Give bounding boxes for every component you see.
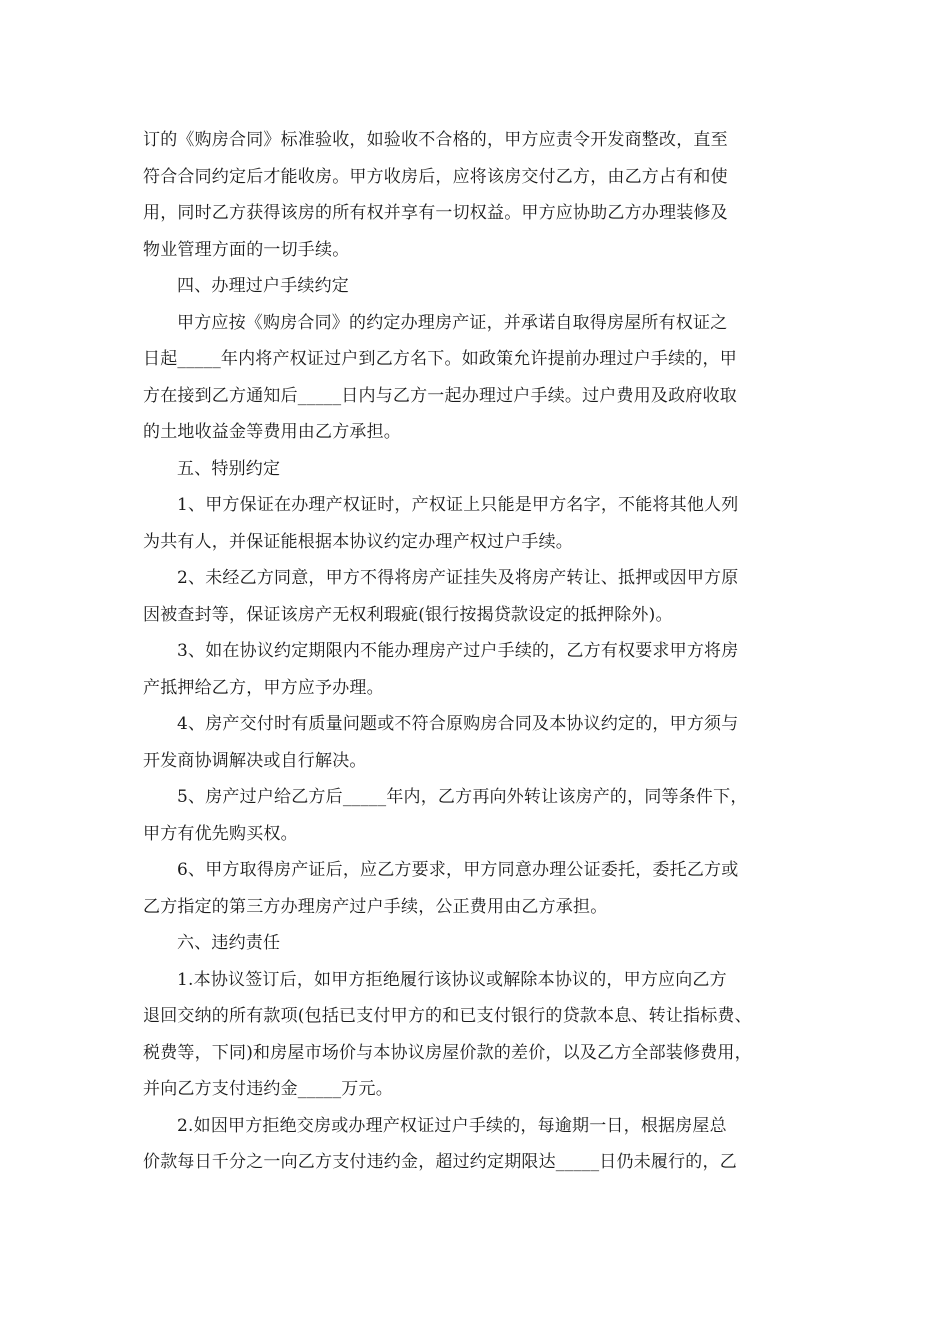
text-line: 的土地收益金等费用由乙方承担。: [143, 422, 401, 442]
text-line: 符合合同约定后才能收房。甲方收房后，应将该房交付乙方，由乙方占有和使: [143, 166, 728, 187]
text-line: 用，同时乙方获得该房的所有权并享有一切权益。甲方应协助乙方办理装修及: [143, 203, 728, 223]
text-line: 1、甲方保证在办理产权证时，产权证上只能是甲方名字，不能将其他人列: [177, 495, 739, 515]
text-line: 四、办理过户手续约定: [177, 276, 349, 296]
text-line: 5、房产过户给乙方后_____年内，乙方再向外转让该房产的，同等条件下，: [177, 787, 748, 807]
text-line: 4、房产交付时有质量问题或不符合原购房合同及本协议约定的，甲方须与: [177, 714, 739, 734]
text-line: 五、特别约定: [177, 458, 281, 479]
text-line: 为共有人，并保证能根据本协议约定办理产权过户手续。: [143, 531, 573, 552]
text-line: 方在接到乙方通知后_____日内与乙方一起办理过户手续。过户费用及政府收取: [143, 385, 737, 406]
text-line: 税费等，下同)和房屋市场价与本协议房屋价款的差价，以及乙方全部装修费用，: [143, 1042, 752, 1063]
text-line: 因被查封等，保证该房产无权利瑕疵(银行按揭贷款设定的抵押除外)。: [143, 604, 673, 625]
text-line: 甲方应按《购房合同》的约定办理房产证，并承诺自取得房屋所有权证之: [177, 312, 728, 333]
text-line: 六、违约责任: [177, 933, 281, 953]
text-line: 退回交纳的所有款项(包括已支付甲方的和已支付银行的贷款本息、转让指标费、: [143, 1006, 752, 1026]
text-line: 开发商协调解决或自行解决。: [143, 750, 367, 771]
text-line: 乙方指定的第三方办理房产过户手续，公正费用由乙方承担。: [143, 896, 608, 917]
text-line: 订的《购房合同》标准验收，如验收不合格的，甲方应责令开发商整改，直至: [143, 130, 728, 150]
text-line: 甲方有优先购买权。: [143, 823, 298, 844]
text-line: 6、甲方取得房产证后，应乙方要求，甲方同意办理公证委托，委托乙方或: [177, 860, 739, 880]
text-line: 2、未经乙方同意，甲方不得将房产证挂失及将房产转让、抵押或因甲方原: [177, 568, 739, 588]
text-line: 3、如在协议约定期限内不能办理房产过户手续的，乙方有权要求甲方将房: [177, 641, 739, 661]
text-line: 日起_____年内将产权证过户到乙方名下。如政策允许提前办理过户手续的，甲: [143, 349, 737, 369]
text-line: 价款每日千分之一向乙方支付违约金，超过约定期限达_____日仍未履行的，乙: [143, 1152, 737, 1172]
text-line: 产抵押给乙方，甲方应予办理。: [143, 677, 384, 698]
text-line: 1.本协议签订后，如甲方拒绝履行该协议或解除本协议的，甲方应向乙方: [177, 969, 727, 990]
text-line: 并向乙方支付违约金_____万元。: [143, 1079, 393, 1099]
document-body: [143, 122, 815, 1181]
text-line: 2.如因甲方拒绝交房或办理产权证过户手续的，每逾期一日，根据房屋总: [177, 1115, 727, 1136]
text-line: 物业管理方面的一切手续。: [143, 239, 350, 260]
